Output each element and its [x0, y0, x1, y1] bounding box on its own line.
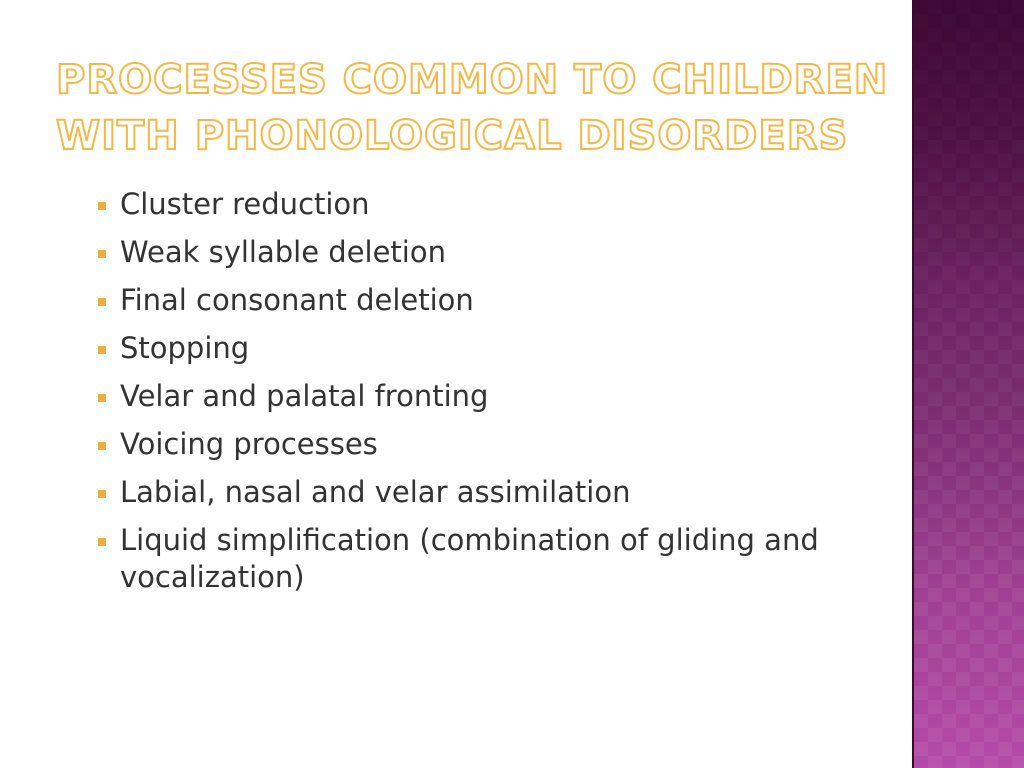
square-bullet-icon [98, 394, 106, 402]
square-bullet-icon [98, 538, 106, 546]
bullet-text: Velar and palatal fronting [120, 379, 489, 413]
square-bullet-icon [98, 346, 106, 354]
bullet-text: Labial, nasal and velar assimilation [120, 475, 631, 509]
bullet-item [96, 378, 856, 415]
bullet-text: Liquid simplification (combination of gliding and vocalization) [120, 523, 819, 594]
square-bullet-icon [98, 250, 106, 258]
bullet-text: Cluster reduction [120, 187, 370, 221]
slide-title: PROCESSES COMMON TO CHILDREN WITH PHONOLOGICAL DISORDERS [56, 57, 889, 159]
bullet-item [96, 282, 856, 319]
bullet-item [96, 522, 856, 596]
bullet-item [96, 186, 856, 223]
decorative-side-band [912, 0, 1024, 768]
bullet-item [96, 426, 856, 463]
bullet-text: Weak syllable deletion [120, 235, 446, 269]
bullet-item [96, 330, 856, 367]
square-bullet-icon [98, 442, 106, 450]
bullet-text: Stopping [120, 331, 250, 365]
bullet-item [96, 234, 856, 271]
bullet-text: Final consonant deletion [120, 283, 474, 317]
bullet-text: Voicing processes [120, 427, 378, 461]
bullet-item [96, 474, 856, 511]
bullet-list [96, 186, 856, 607]
square-bullet-icon [98, 490, 106, 498]
square-bullet-icon [98, 298, 106, 306]
square-bullet-icon [98, 202, 106, 210]
